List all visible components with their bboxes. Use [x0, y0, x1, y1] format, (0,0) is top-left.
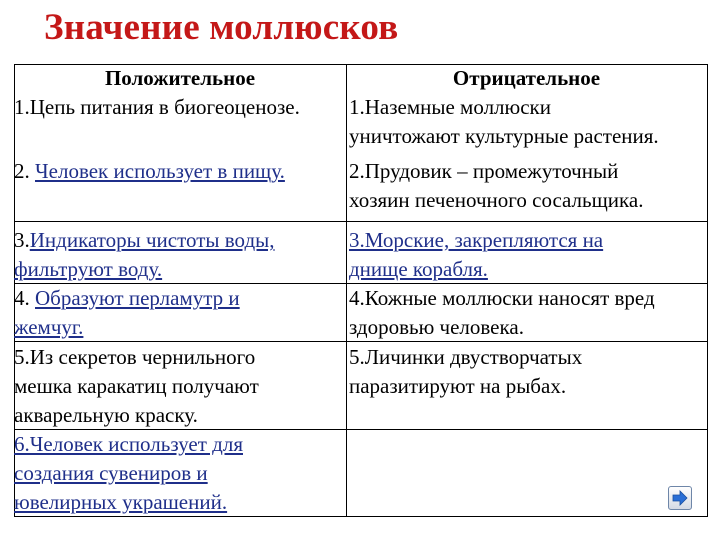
link-marine-attach[interactable]: 3.Морские, закрепляются на	[349, 228, 604, 252]
negative-item-1: 1.Наземные моллюски уничтожают культурные растения.	[349, 95, 659, 148]
link-ship-hull[interactable]: днище корабля.	[349, 257, 488, 281]
link-water-indicators[interactable]: Индикаторы чистоты воды,	[29, 228, 275, 252]
column-divider	[346, 64, 347, 517]
row-divider	[14, 221, 707, 222]
link-souvenirs-1[interactable]: 6.Человек использует для	[14, 432, 243, 456]
link-pearl[interactable]: Образуют перламутр и	[35, 286, 240, 310]
column-header-positive: Положительное	[104, 66, 256, 90]
positive-item-4: 4. Образуют перламутр и жемчуг.	[14, 286, 240, 339]
link-souvenirs-3[interactable]: ювелирных украшений.	[14, 490, 228, 514]
negative-item-3	[349, 226, 603, 284]
positive-item-6	[14, 430, 243, 517]
link-food-use[interactable]: Человек использует в пищу.	[35, 159, 285, 183]
negative-item-4: 4.Кожные моллюски наносят вред здоровью человека.	[349, 286, 655, 339]
positive-item-3: 3.Индикаторы чистоты воды, фильтруют воду.	[14, 228, 275, 281]
column-header-negative: Отрицательное	[452, 66, 601, 90]
negative-item-5: 5.Личинки двустворчатых паразитируют на рыбах.	[349, 345, 583, 398]
arrow-right-icon	[672, 490, 688, 506]
table-border-right	[707, 64, 708, 517]
positive-item-5: 5.Из секретов чернильного мешка каракатиц получают акварельную краску.	[14, 345, 259, 427]
next-slide-button[interactable]	[668, 486, 692, 510]
positive-item-1: 1.Цепь питания в биогеоценозе.	[14, 95, 300, 119]
negative-item-2: 2.Прудовик – промежуточный хозяин печеночного сосальщика.	[349, 159, 644, 212]
positive-item-2: 2. Человек использует в пищу.	[14, 159, 285, 183]
link-pearls[interactable]: жемчуг.	[14, 315, 84, 339]
link-souvenirs-2[interactable]: создания сувениров и	[14, 461, 208, 485]
link-filter-water[interactable]: фильтруют воду.	[14, 257, 163, 281]
page-title: Значение моллюсков	[44, 7, 399, 48]
